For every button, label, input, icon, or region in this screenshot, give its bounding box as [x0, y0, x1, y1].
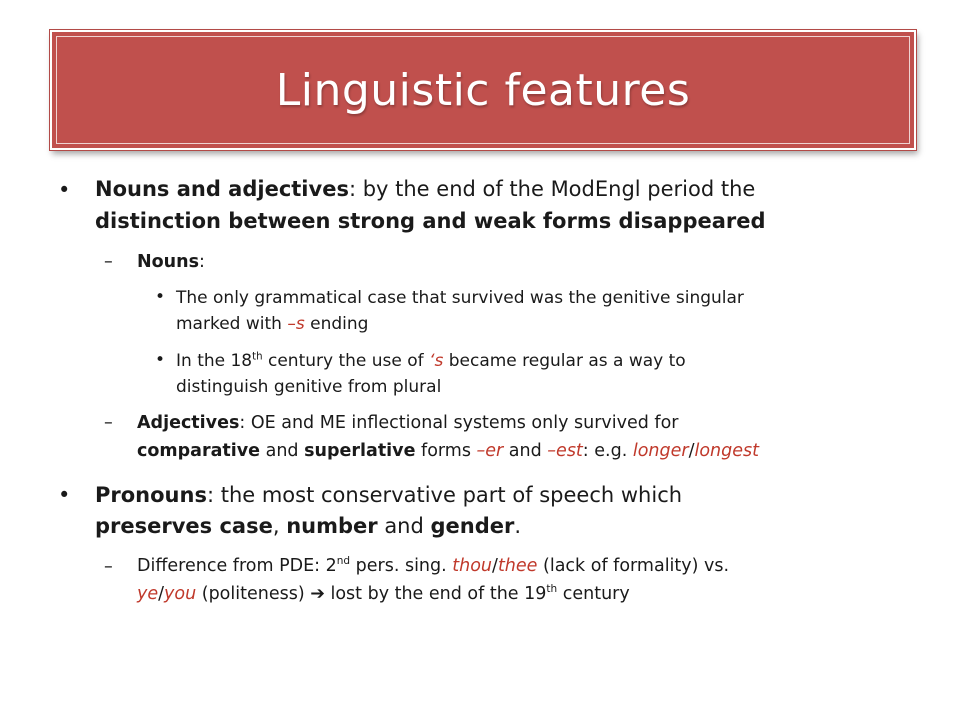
bullet-2-rest: : the most conservative part of speech which	[206, 483, 683, 507]
sub-2-line-2	[137, 441, 759, 463]
arrow-right-icon: ➔	[310, 584, 325, 604]
subsub-2-post: became regular as a way to	[443, 351, 686, 371]
sub-3-century: century	[557, 584, 630, 604]
bullet-2-period: .	[514, 514, 522, 538]
bullet-1-line-2	[95, 208, 766, 234]
sub-2-rest: : OE and ME inflectional systems only survived for	[239, 413, 679, 433]
sub-3-ye: ye	[137, 584, 159, 604]
sub-2-longer: longer	[632, 441, 689, 461]
bullet-2-preserves: preserves	[95, 514, 220, 538]
bullet-2-and: and	[377, 514, 431, 538]
sub-1-dash: –	[104, 252, 113, 272]
sub-3-thou: thou	[452, 556, 493, 576]
subsub-2-sup: th	[252, 351, 263, 363]
bullet-2-line-1	[95, 482, 682, 508]
sub-2-forms: forms	[415, 441, 477, 461]
subsub-2-marker: •	[155, 350, 166, 370]
subsub-1-post: ending	[304, 314, 369, 334]
subsub-1-line-2	[176, 314, 368, 335]
sub-3-dash: –	[104, 557, 113, 577]
sub-1-colon: :	[199, 252, 205, 272]
sub-3-mid: pers. sing.	[350, 556, 453, 576]
bullet-2-case: case	[219, 514, 273, 538]
sub-3-pre: Difference from PDE: 2	[137, 556, 337, 576]
sub-2-comparative: comparative	[137, 441, 261, 461]
sub-3-you: you	[164, 584, 197, 604]
bullet-2-line-2	[95, 513, 521, 539]
slide-title: Linguistic features	[275, 64, 691, 116]
sub-3-thee: thee	[497, 556, 538, 576]
sub-2-label: Adjectives	[137, 413, 240, 433]
bullet-2-comma: ,	[272, 514, 287, 538]
sub-2-superlative: superlative	[304, 441, 416, 461]
sub-3-line-2	[137, 584, 630, 606]
sub-2-and-2: and	[503, 441, 548, 461]
bullet-1-rest: : by the end of the ModEngl period the	[348, 177, 756, 201]
sub-1-line	[137, 252, 205, 274]
sub-3-sup-2: th	[546, 583, 558, 596]
sub-3-rest: (lack of formality) vs.	[537, 556, 730, 576]
sub-2-line-1	[137, 413, 678, 435]
bullet-2-number: number	[286, 514, 378, 538]
sub-3-slash-2: /	[158, 584, 165, 604]
bullet-1-lead: Nouns and adjectives	[95, 177, 349, 201]
sub-2-and-1: and	[260, 441, 305, 461]
sub-2-longest: longest	[694, 441, 759, 461]
bullet-2-gender: gender	[430, 514, 515, 538]
sub-1-label: Nouns	[137, 252, 200, 272]
bullet-2-marker: •	[58, 483, 71, 507]
sub-3-lost: lost by the end of the 19	[324, 584, 547, 604]
sub-2-eg: : e.g.	[582, 441, 633, 461]
subsub-1-line-1: The only grammatical case that survived was the genitive singular	[176, 288, 744, 308]
sub-2-er: –er	[476, 441, 504, 461]
bullet-1-line-2-text: distinction between strong and weak forms disappeared	[95, 209, 766, 233]
sub-3-line-1	[137, 556, 729, 578]
subsub-1-pre: marked with	[176, 314, 288, 334]
subsub-1-red: –s	[287, 314, 305, 334]
bullet-2-lead: Pronouns	[95, 483, 207, 507]
subsub-2-red: ‘s	[429, 351, 444, 371]
subsub-1-marker: •	[155, 287, 166, 307]
sub-2-slash: /	[688, 441, 695, 461]
sub-3-slash-1: /	[492, 556, 498, 576]
sub-3-politeness: (politeness)	[196, 584, 311, 604]
bullet-1-line-1	[95, 176, 755, 202]
subsub-2-mid: century the use of	[262, 351, 430, 371]
subsub-2-line-1	[176, 351, 686, 372]
sub-3-sup-1: nd	[336, 555, 351, 568]
sub-2-est: –est	[547, 441, 583, 461]
subsub-2-pre: In the 18	[176, 351, 253, 371]
bullet-1-marker: •	[58, 178, 71, 202]
sub-2-dash: –	[104, 413, 113, 433]
subsub-2-line-2: distinguish genitive from plural	[176, 377, 442, 397]
